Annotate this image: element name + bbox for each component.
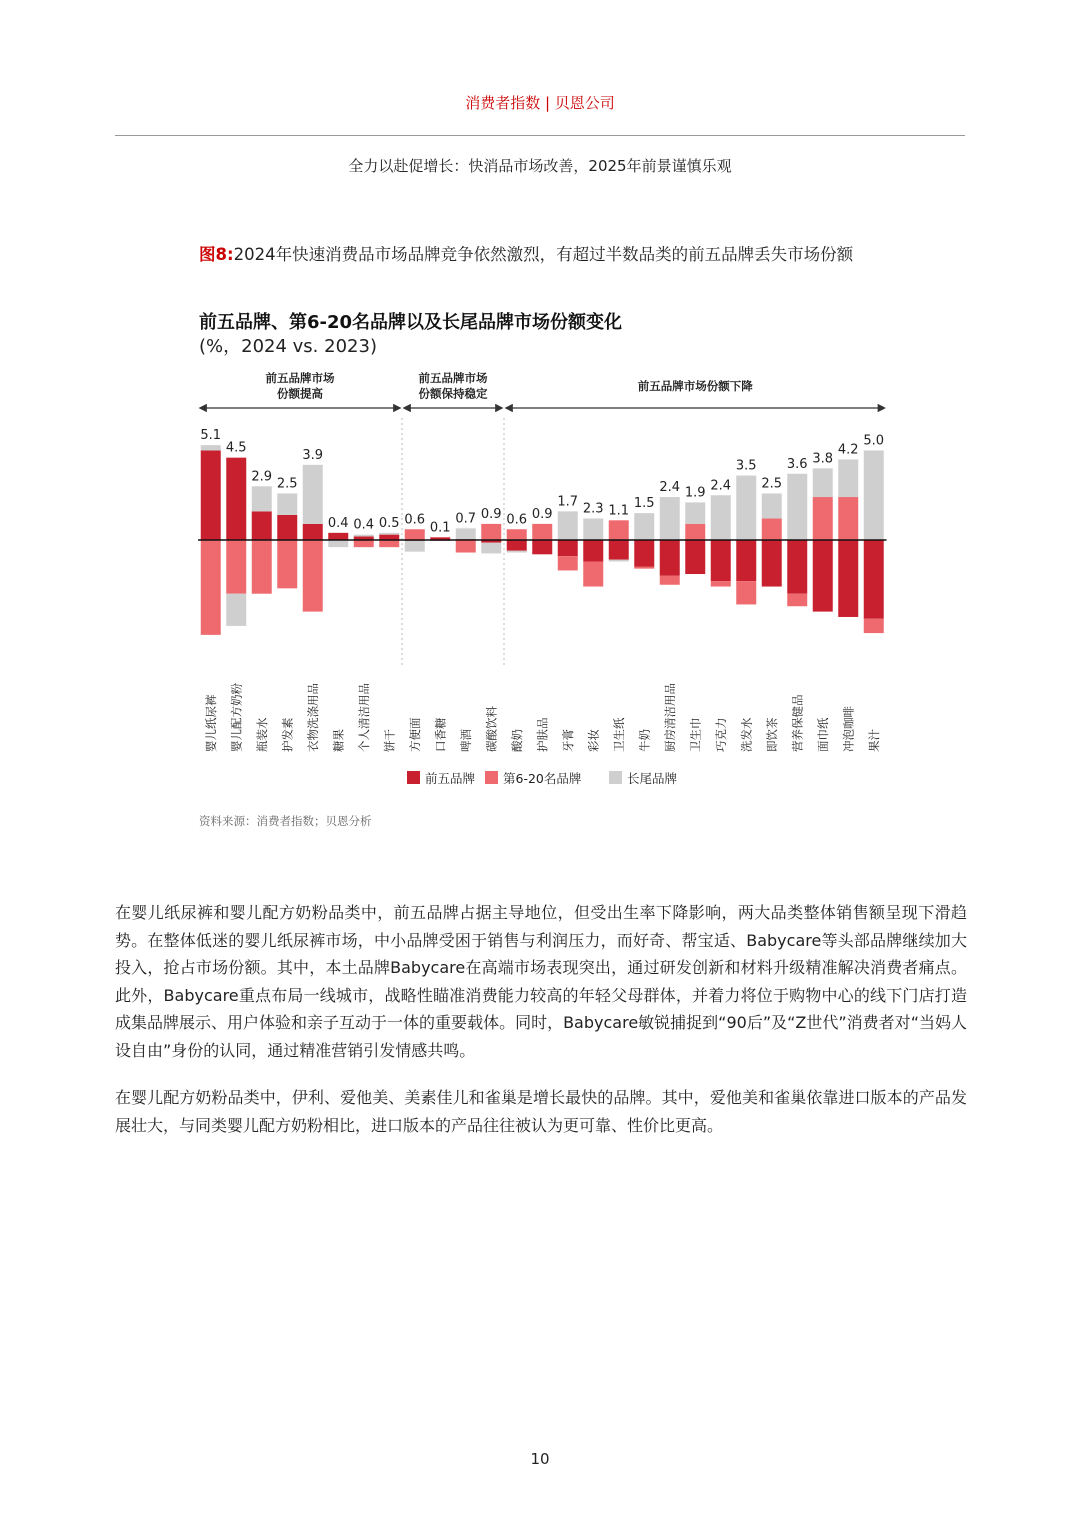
- bar-segment: [609, 520, 629, 540]
- bar-segment: [507, 551, 527, 553]
- category-label: 冲泡咖啡: [841, 706, 856, 752]
- data-label: 5.0: [863, 433, 885, 449]
- bar-segment: [201, 445, 221, 450]
- bar-segment: [787, 594, 807, 607]
- bar-segment: [558, 556, 578, 570]
- bar-segment: [711, 540, 731, 581]
- bar-segment: [226, 458, 246, 540]
- bar-segment: [354, 540, 374, 547]
- data-label: 1.9: [684, 485, 706, 501]
- bar-segment: [583, 519, 603, 540]
- bar-segment: [864, 540, 884, 619]
- category-label: 卫生巾: [688, 717, 703, 752]
- bar-segment: [252, 540, 272, 594]
- data-label: 0.5: [378, 515, 400, 531]
- bar-segment: [634, 513, 654, 540]
- bar-segment: [813, 540, 833, 612]
- data-label: 2.4: [710, 478, 732, 494]
- bar-segment: [685, 540, 705, 574]
- data-label: 5.1: [200, 428, 222, 444]
- page-number: 10: [530, 1450, 550, 1468]
- category-label: 巧克力: [713, 717, 728, 752]
- bar-segment: [201, 540, 221, 635]
- bar-segment: [838, 459, 858, 497]
- bar-segment: [558, 540, 578, 556]
- report-brand-header: 消费者指数 | 贝恩公司: [465, 94, 615, 112]
- bar-segment: [634, 540, 654, 567]
- bar-segment: [303, 465, 323, 524]
- bar-segment: [864, 619, 884, 633]
- bar-segment: [813, 468, 833, 497]
- category-label: 啤酒: [458, 729, 473, 752]
- bar-segment: [328, 533, 348, 540]
- data-label: 3.6: [786, 456, 808, 472]
- category-label: 婴儿配方奶粉: [229, 683, 244, 752]
- body-paragraph-2: 在婴儿配方奶粉品类中，伊利、爱他美、美素佳儿和雀巢是增长最快的品牌。其中，爱他美和雀巢依靠进口版本的产品发展壮大，与同类婴儿配方奶粉相比，进口版本的产品往往被认为更可靠、性价比更高。: [115, 1088, 967, 1135]
- bar-segment: [736, 581, 756, 604]
- category-label: 饼干: [382, 729, 397, 752]
- data-label: 2.4: [659, 480, 681, 496]
- data-label: 3.8: [812, 451, 834, 467]
- bar-segment: [558, 511, 578, 540]
- bar-segment: [507, 540, 527, 551]
- category-label: 个人清洁用品: [356, 683, 371, 752]
- bar-segment: [532, 540, 552, 554]
- legend-label: 长尾品牌: [627, 771, 678, 786]
- bar-segment: [787, 540, 807, 594]
- bar-segment: [583, 561, 603, 586]
- bar-segment: [762, 519, 782, 540]
- category-label: 即饮茶: [764, 717, 779, 752]
- category-label: 酸奶: [509, 729, 524, 752]
- bar-segment: [736, 476, 756, 540]
- data-label: 4.2: [837, 442, 859, 458]
- data-label: 1.7: [557, 494, 579, 510]
- category-label: 果汁: [866, 729, 881, 752]
- data-label: 0.1: [429, 520, 451, 536]
- bar-segment: [481, 543, 501, 554]
- data-label: 0.9: [531, 506, 553, 522]
- bar-segment: [634, 567, 654, 569]
- bar-segment: [762, 540, 782, 587]
- group-header-label: 前五品牌市场: [265, 371, 335, 385]
- chart-unit-label: (%，2024 vs. 2023): [199, 336, 377, 357]
- bar-segment: [711, 495, 731, 540]
- bar-segment: [711, 581, 731, 586]
- bar-segment: [660, 576, 680, 585]
- bar-segment: [226, 540, 246, 594]
- category-label: 瓶装水: [254, 717, 269, 752]
- data-label: 2.5: [276, 476, 298, 492]
- chart-title: 前五品牌、第6-20名品牌以及长尾品牌市场份额变化: [199, 312, 623, 333]
- bar-segment: [481, 524, 501, 540]
- bar-segment: [762, 493, 782, 518]
- data-label: 0.4: [327, 515, 349, 531]
- bar-segment: [303, 524, 323, 540]
- bar-segment: [532, 524, 552, 540]
- bar-segment: [379, 535, 399, 540]
- figure-caption-text: 2024年快速消费品市场品牌竞争依然激烈，有超过半数品类的前五品牌丢失市场份额: [233, 245, 854, 264]
- legend-swatch: [485, 771, 498, 784]
- bar-segment: [685, 524, 705, 540]
- data-label: 3.9: [302, 447, 324, 463]
- data-label: 2.3: [582, 501, 604, 517]
- data-label: 0.7: [455, 511, 477, 527]
- bar-segment: [379, 533, 399, 535]
- bar-segment: [456, 540, 476, 553]
- bar-segment: [864, 451, 884, 541]
- data-label: 4.5: [225, 440, 247, 456]
- group-header-label: 份额提高: [277, 386, 323, 401]
- category-label: 口香糖: [433, 717, 448, 752]
- bar-segment: [456, 528, 476, 539]
- data-label: 0.6: [506, 512, 528, 528]
- bar-segment: [252, 486, 272, 511]
- bar-segment: [838, 540, 858, 617]
- bar-segment: [838, 497, 858, 540]
- data-label: 1.1: [608, 503, 630, 519]
- category-label: 婴儿纸尿裤: [203, 694, 218, 752]
- bar-segment: [583, 540, 603, 561]
- category-label: 彩妆: [586, 729, 601, 752]
- bar-segment: [277, 540, 297, 588]
- group-header-label: 前五品牌市场: [418, 371, 488, 385]
- bar-segment: [609, 560, 629, 562]
- category-label: 洗发水: [739, 717, 754, 752]
- bar-segment: [507, 529, 527, 540]
- category-label: 厨房清洁用品: [662, 683, 677, 752]
- legend-swatch: [609, 771, 622, 784]
- group-header-label: 前五品牌市场份额下降: [637, 379, 753, 393]
- bar-segment: [405, 541, 425, 552]
- data-label: 2.9: [251, 469, 273, 485]
- data-label: 0.9: [480, 506, 502, 522]
- bar-segment: [328, 540, 348, 547]
- bar-segment: [303, 540, 323, 612]
- bar-segment: [660, 540, 680, 576]
- legend-label: 前五品牌: [425, 771, 476, 786]
- category-label: 营养保健品: [790, 694, 805, 752]
- category-label: 碳酸饮料: [484, 706, 499, 752]
- data-label: 2.5: [761, 476, 783, 492]
- category-label: 面巾纸: [815, 717, 830, 752]
- category-label: 卫生纸: [611, 717, 626, 752]
- category-label: 护发素: [280, 717, 295, 752]
- body-paragraph-1: 在婴儿纸尿裤和婴儿配方奶粉品类中，前五品牌占据主导地位，但受出生率下降影响，两大品类整体销售额呈现下滑趋势。在整体低迷的婴儿纸尿裤市场，中小品牌受困于销售与利润压力，而好奇、帮宝适、Babycare等头部品牌继续加大投入，抢占市场份额。其中，本土品牌Babycare在高端市场表现突出，通过研发创新和材料升级精准解决消费者痛点。此外，Babycare重点布局一线城市，战略性瞄准消费能力较高的年轻父母群体，并着力将位于购物中心的线下门店打造成集品牌展示、用户体验和亲子互动于一体的重要载体。同时，Babycare敏锐捕捉到“90后”及“Z世代”消费者对“当妈人设自由”身份的认同，通过精准营销引发情感共鸣。: [115, 903, 967, 1060]
- bar-segment: [277, 515, 297, 540]
- bar-segment: [201, 451, 221, 541]
- bar-segment: [787, 474, 807, 540]
- chart-source: 资料来源：消费者指数；贝恩分析: [199, 814, 372, 828]
- bar-segment: [685, 502, 705, 523]
- bar-segment: [405, 529, 425, 540]
- group-header-label: 份额保持稳定: [418, 386, 488, 401]
- category-label: 牙膏: [560, 729, 575, 752]
- report-title: 全力以赴促增长：快消品市场改善，2025年前景谨慎乐观: [348, 157, 732, 175]
- category-label: 糖果: [331, 729, 346, 752]
- data-label: 0.6: [404, 512, 426, 528]
- bar-segment: [277, 493, 297, 514]
- category-label: 护肤品: [535, 717, 550, 752]
- figure-number: 图8:: [199, 245, 234, 264]
- category-label: 牛奶: [637, 729, 652, 752]
- data-label: 1.5: [633, 496, 655, 512]
- legend-label: 第6-20名品牌: [503, 771, 582, 786]
- bar-segment: [609, 540, 629, 560]
- bar-segment: [813, 497, 833, 540]
- bar-segment: [736, 540, 756, 581]
- bar-segment: [226, 594, 246, 626]
- legend-swatch: [407, 771, 420, 784]
- data-label: 3.5: [735, 458, 757, 474]
- category-label: 方便面: [407, 717, 422, 752]
- bar-segment: [252, 511, 272, 540]
- category-label: 衣物洗涤用品: [305, 683, 320, 752]
- bar-segment: [354, 535, 374, 537]
- bar-segment: [379, 540, 399, 547]
- data-label: 0.4: [353, 517, 375, 533]
- bar-segment: [660, 497, 680, 540]
